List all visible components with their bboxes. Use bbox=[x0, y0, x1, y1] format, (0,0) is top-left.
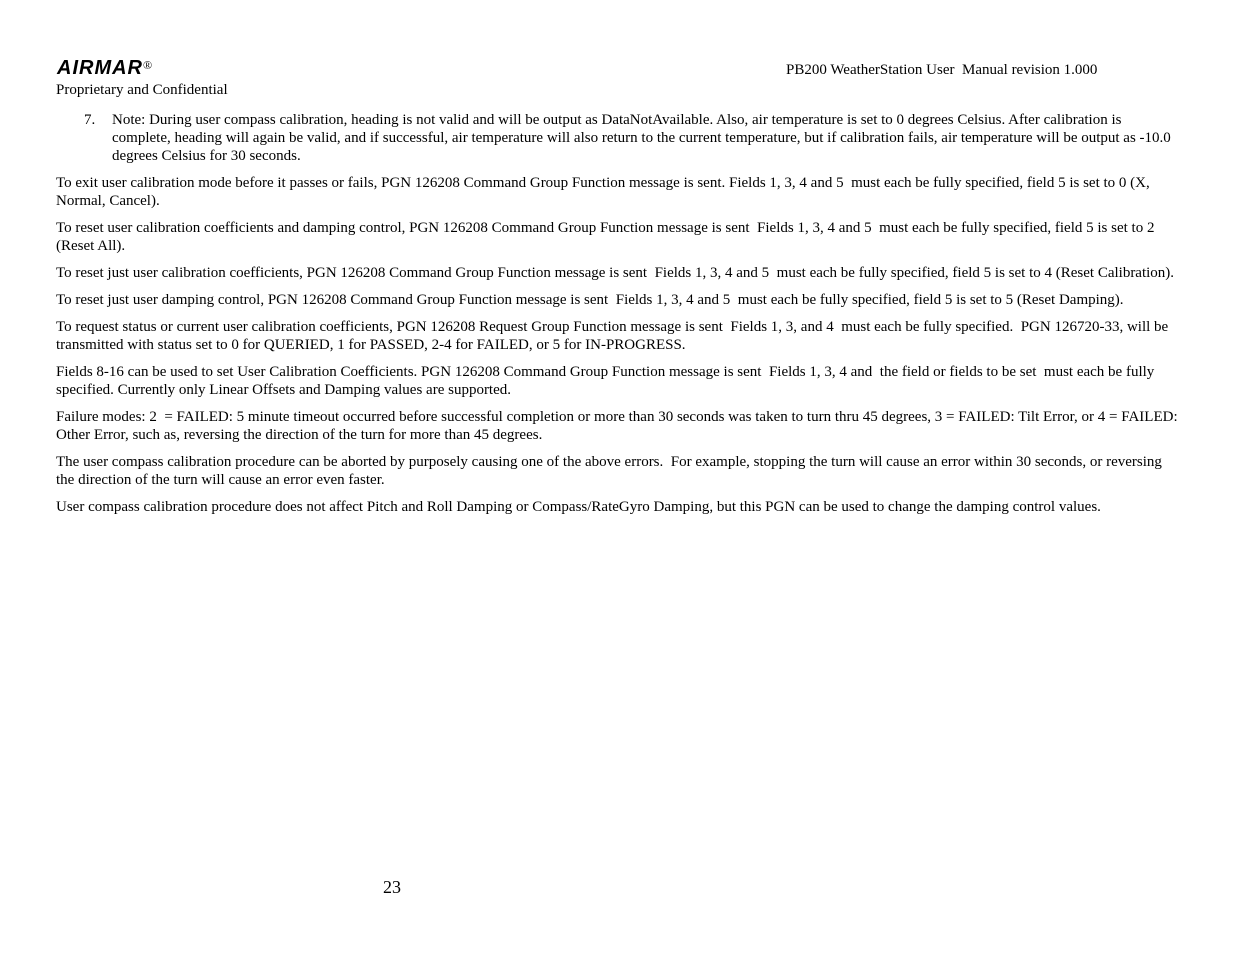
note-text: Note: During user compass calibration, heading is not valid and will be output as DataNotAvailable. Also, air temperature is set to 0 degrees Celsius. After calibration is complete, heading will again be valid, and if successful, air temperature will also return to the current temperature, but if calibration fails, air temperature will be output as -10.0 degrees Celsius for 30 seconds. bbox=[112, 112, 1171, 164]
body-paragraphs bbox=[56, 174, 1181, 525]
paragraph-request-status: To request status or current user calibration coefficients, PGN 126208 Request Group Function message is sent Fields 1, 3, and 4 must each be fully specified. PGN 126720-33, will be transmitted with status set to 0 for QUERIED, 1 for PASSED, 2-4 for FAILED, or 5 for IN-PROGRESS. bbox=[56, 319, 1172, 353]
paragraph-reset-all: To reset user calibration coefficients and damping control, PGN 126208 Command Group Function message is sent Fields 1, 3, 4 and 5 must each be fully specified, field 5 is set to 2 (Reset All). bbox=[56, 220, 1159, 254]
paragraph-failure-modes: Failure modes: 2 = FAILED: 5 minute timeout occurred before successful completion or more than 30 seconds was taken to turn thru 45 degrees, 3 = FAILED: Tilt Error, or 4 = FAILED: Other Error, such as, reversing the direction of the turn for more than 45 degrees. bbox=[56, 409, 1182, 443]
confidentiality-notice: Proprietary and Confidential bbox=[56, 82, 228, 98]
paragraph-damping-note: User compass calibration procedure does not affect Pitch and Roll Damping or Compass/RateGyro Damping, but this PGN can be used to change the damping control values. bbox=[56, 499, 1101, 515]
paragraph-exit-calibration: To exit user calibration mode before it passes or fails, PGN 126208 Command Group Function message is sent. Fields 1, 3, 4 and 5 must each be fully specified, field 5 is set to 0 (X, Normal, Cancel). bbox=[56, 175, 1154, 209]
paragraph-reset-calibration: To reset just user calibration coefficients, PGN 126208 Command Group Function message is sent Fields 1, 3, 4 and 5 must each be fully specified, field 5 is set to 4 (Reset Calibration). bbox=[56, 265, 1175, 281]
paragraph-abort-procedure: The user compass calibration procedure can be aborted by purposely causing one of the above errors. For example, stopping the turn will cause an error within 30 seconds, or reversing the direction of the turn will cause an error even faster. bbox=[56, 454, 1166, 488]
paragraph-fields-8-16: Fields 8-16 can be used to set User Calibration Coefficients. PGN 126208 Command Group Function message is sent Fields 1, 3, 4 and the field or fields to be set must each be fully specified. Currently only Linear Offsets and Damping values are supported. bbox=[56, 364, 1159, 398]
registered-mark: ® bbox=[143, 58, 153, 72]
document-title: PB200 WeatherStation User Manual revision 1.000 bbox=[786, 62, 1098, 78]
note-number: 7. bbox=[84, 112, 96, 128]
paragraph-reset-damping: To reset just user damping control, PGN 126208 Command Group Function message is sent Fields 1, 3, 4 and 5 must each be fully specified, field 5 is set to 5 (Reset Damping). bbox=[56, 292, 1124, 308]
logo-text: AIRMAR bbox=[57, 57, 143, 79]
airmar-logo bbox=[57, 57, 152, 79]
page-number: 23 bbox=[383, 877, 401, 897]
